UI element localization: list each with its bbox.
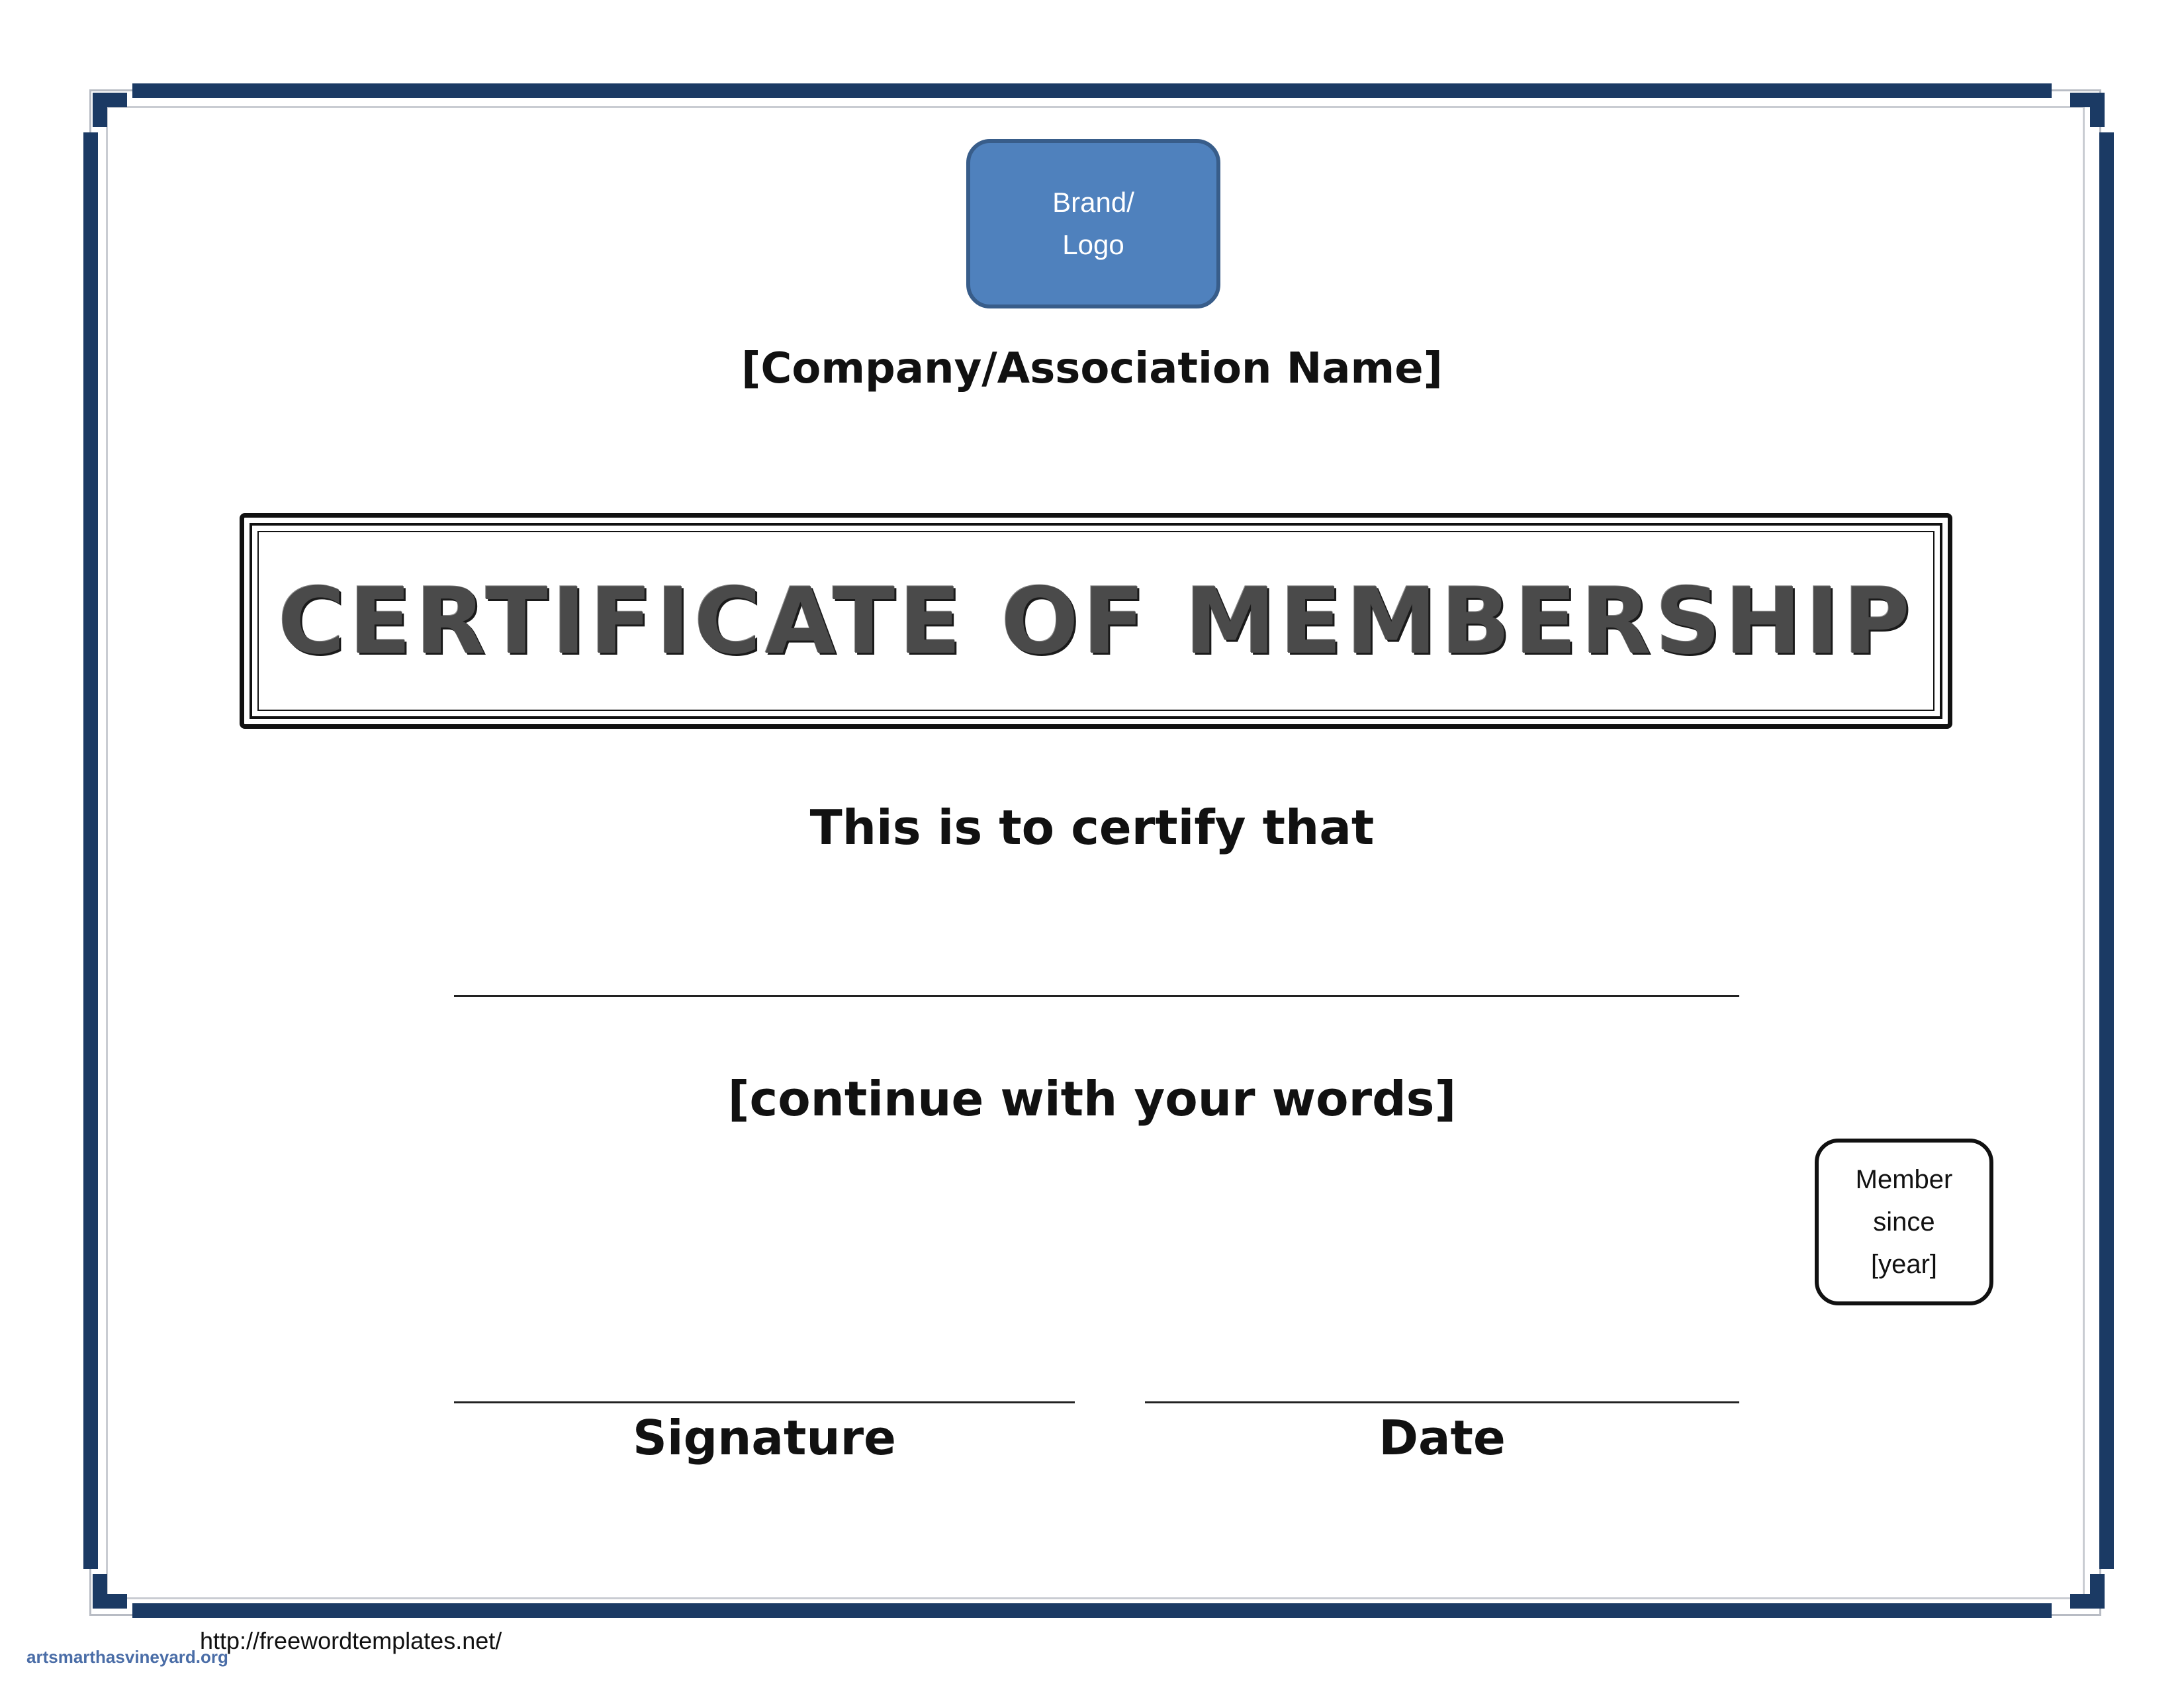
signature-label: Signature <box>633 1410 896 1466</box>
member-since-badge <box>1815 1139 1993 1305</box>
certificate-title: CERTIFICATE OF MEMBERSHIP <box>277 567 1915 675</box>
signature-line <box>454 1401 1075 1403</box>
watermark-text: artsmarthasvineyard.org <box>26 1647 228 1667</box>
company-name: [Company/Association Name] <box>741 344 1443 393</box>
logo-line-2: Logo <box>1062 229 1124 260</box>
member-line-1: Member <box>1855 1165 1953 1194</box>
border-corner-top-left <box>93 93 127 127</box>
member-line-3: [year] <box>1870 1250 1938 1279</box>
border-bottom-bar <box>132 1603 2052 1618</box>
title-frame <box>240 513 1952 729</box>
border-corner-top-right <box>2070 93 2105 127</box>
brand-logo-placeholder <box>966 139 1220 308</box>
logo-line-1: Brand/ <box>1052 187 1134 218</box>
footer-url: http://freewordtemplates.net/ <box>200 1627 502 1654</box>
title-frame-middle <box>250 523 1942 719</box>
border-corner-bottom-left <box>93 1574 127 1609</box>
recipient-name-line <box>454 995 1739 997</box>
continue-text: [continue with your words] <box>727 1071 1457 1127</box>
member-line-2: since <box>1873 1207 1935 1237</box>
date-label: Date <box>1379 1410 1506 1466</box>
certify-text: This is to certify that <box>809 800 1375 855</box>
title-frame-inner <box>257 531 1934 711</box>
border-corner-bottom-right <box>2070 1574 2105 1609</box>
border-top-bar <box>132 83 2052 98</box>
date-line <box>1145 1401 1739 1403</box>
